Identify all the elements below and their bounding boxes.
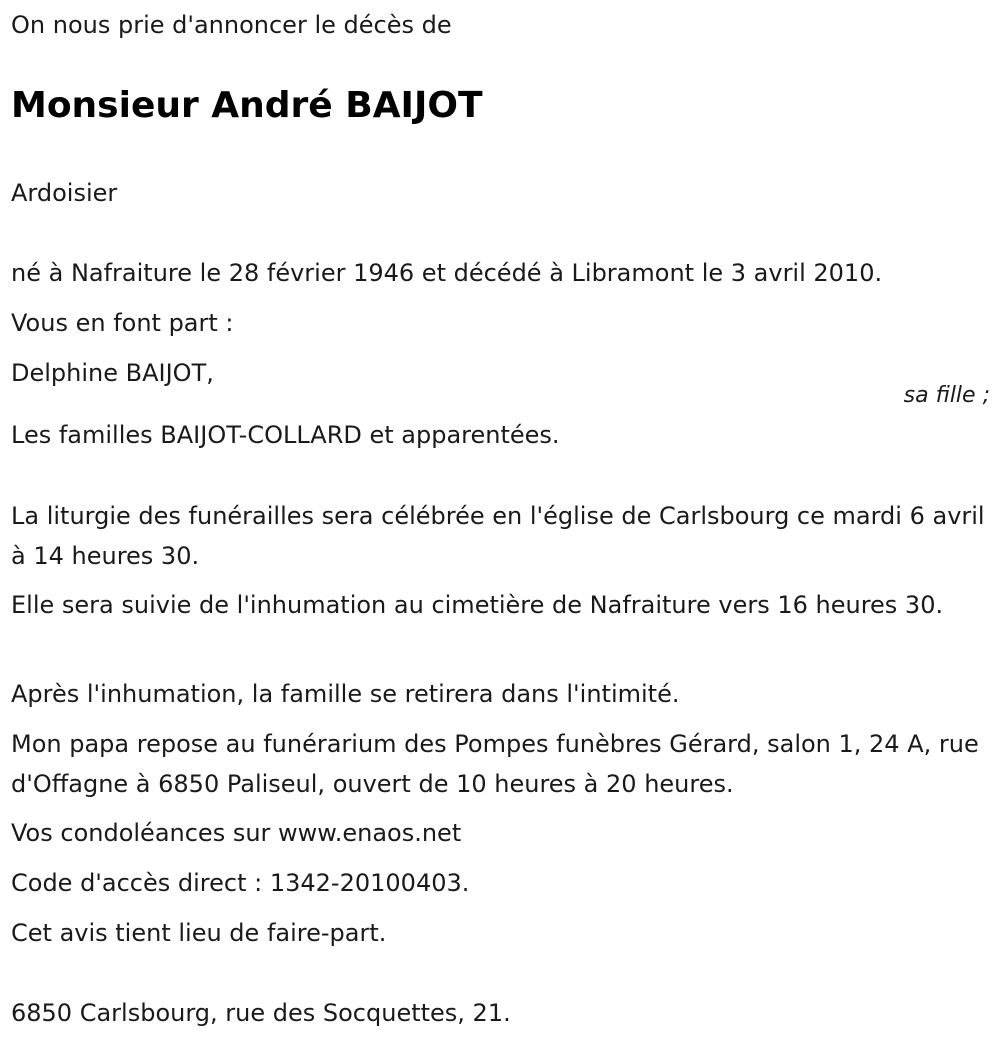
address-text: 6850 Carlsbourg, rue des Socquettes, 21. bbox=[11, 999, 511, 1027]
condolences-text: Vos condoléances sur www.enaos.net bbox=[11, 819, 462, 847]
access-code-text: Code d'accès direct : 1342-20100403. bbox=[11, 869, 470, 897]
intro-text: On nous prie d'annoncer le décès de bbox=[11, 11, 452, 39]
liturgy-text: La liturgie des funérailles sera célébrée en l'église de Carlsbourg ce mardi 6 avril à 14 heures 30. bbox=[11, 502, 985, 570]
faire-part-text: Cet avis tient lieu de faire-part. bbox=[11, 919, 387, 947]
birth-death-text: né à Nafraiture le 28 février 1946 et décédé à Libramont le 3 avril 2010. bbox=[11, 259, 883, 287]
deceased-name: Monsieur André BAIJOT bbox=[11, 85, 483, 126]
family-member-relation: sa fille ; bbox=[903, 383, 990, 408]
announcers-intro: Vous en font part : bbox=[11, 309, 234, 337]
burial-text: Elle sera suivie de l'inhumation au cimetière de Nafraiture vers 16 heures 30. bbox=[11, 591, 944, 619]
after-burial-text: Après l'inhumation, la famille se retirera dans l'intimité. bbox=[11, 680, 680, 708]
occupation-text: Ardoisier bbox=[11, 179, 118, 207]
family-member-name: Delphine BAIJOT, bbox=[11, 359, 214, 387]
families-text: Les familles BAIJOT-COLLARD et apparentées. bbox=[11, 421, 560, 449]
funeral-home-text: Mon papa repose au funérarium des Pompes funèbres Gérard, salon 1, 24 A, rue d'Offagne à 6850 Paliseul, ouvert de 10 heures à 20 heures. bbox=[11, 730, 979, 798]
